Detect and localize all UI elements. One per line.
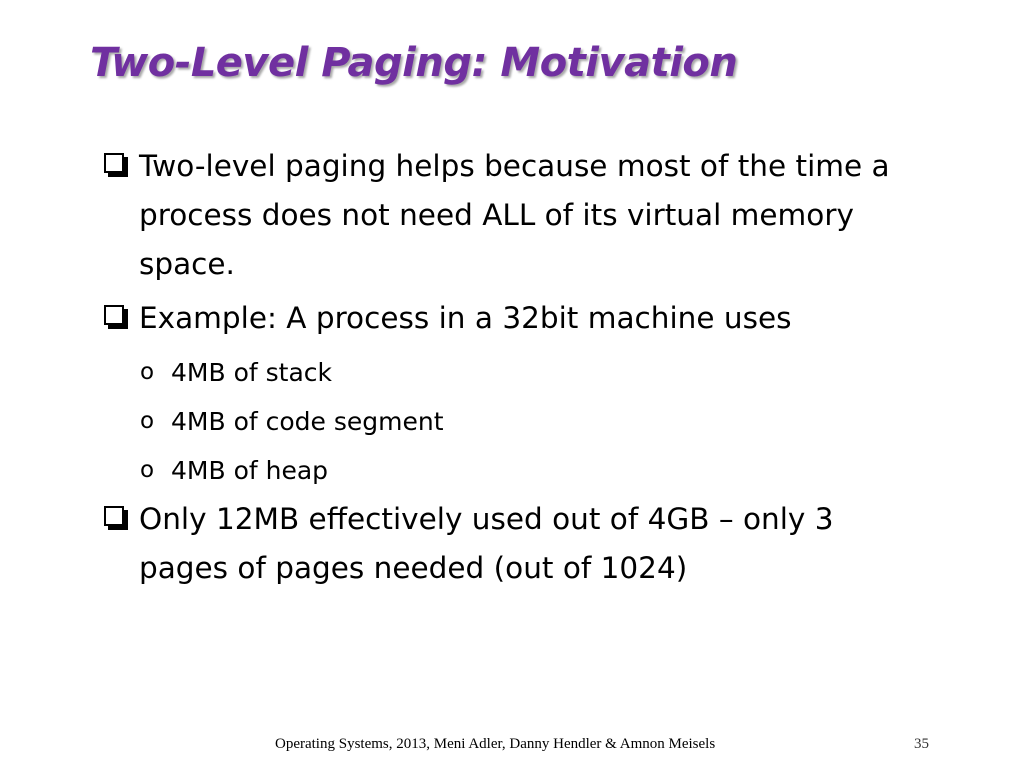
circle-bullet-icon: o — [140, 457, 155, 483]
slide-footer: Operating Systems, 2013, Meni Adler, Danny Hendler & Amnon Meisels — [275, 736, 716, 752]
page-number: 35 — [914, 736, 929, 752]
bullet-item — [102, 495, 922, 593]
circle-bullet-icon: o — [140, 359, 155, 385]
sub-bullet-text: 4MB of code segment — [171, 407, 444, 436]
slide-title: Two-Level Paging: Motivation — [90, 40, 738, 86]
bullet-text: Example: A process in a 32bit machine uses — [139, 301, 792, 335]
bullet-text: Only 12MB effectively used out of 4GB – only 3 pages of pages needed (out of 1024) — [139, 502, 834, 585]
checkbox-bullet-icon — [104, 506, 124, 526]
sub-bullet-item — [102, 348, 922, 397]
sub-bullet-item — [102, 397, 922, 446]
bullet-item — [102, 294, 922, 343]
sub-bullet-text: 4MB of stack — [171, 358, 332, 387]
sub-bullet-text: 4MB of heap — [171, 456, 329, 485]
bullet-item — [102, 142, 922, 289]
checkbox-bullet-icon — [104, 305, 124, 325]
sub-bullet-item — [102, 446, 922, 495]
checkbox-bullet-icon — [104, 153, 124, 173]
bullet-list — [102, 142, 922, 598]
circle-bullet-icon: o — [140, 408, 155, 434]
bullet-text: Two-level paging helps because most of the time a process does not need ALL of its virtual memory space. — [139, 149, 890, 281]
